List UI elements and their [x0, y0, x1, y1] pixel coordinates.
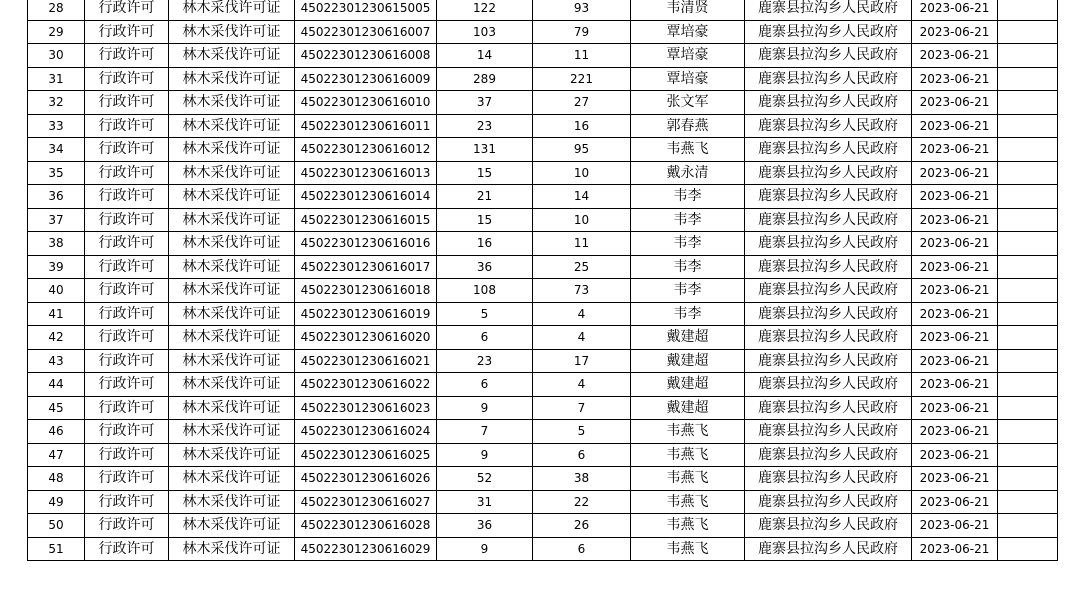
cell-permit-code: 45022301230616009	[295, 67, 437, 91]
cell-category: 行政许可	[85, 44, 169, 68]
cell-authority: 鹿寨县拉沟乡人民政府	[745, 44, 912, 68]
cell-extra	[998, 326, 1058, 350]
cell-category: 行政许可	[85, 467, 169, 491]
cell-holder-name: 韦李	[631, 255, 745, 279]
cell-category: 行政许可	[85, 20, 169, 44]
table-row	[28, 326, 1058, 350]
cell-category: 行政许可	[85, 138, 169, 162]
cell-date: 2023-06-21	[912, 91, 998, 115]
cell-permit-code: 45022301230616014	[295, 185, 437, 209]
cell-authority: 鹿寨县拉沟乡人民政府	[745, 114, 912, 138]
cell-authority: 鹿寨县拉沟乡人民政府	[745, 138, 912, 162]
cell-category: 行政许可	[85, 232, 169, 256]
table-row	[28, 420, 1058, 444]
cell-extra	[998, 44, 1058, 68]
cell-number: 29	[28, 20, 85, 44]
cell-date: 2023-06-21	[912, 232, 998, 256]
cell-permit-code: 45022301230616026	[295, 467, 437, 491]
cell-number: 34	[28, 138, 85, 162]
table-row	[28, 91, 1058, 115]
table-row	[28, 373, 1058, 397]
cell-date: 2023-06-21	[912, 255, 998, 279]
cell-authority: 鹿寨县拉沟乡人民政府	[745, 255, 912, 279]
cell-value-1: 23	[437, 114, 533, 138]
cell-category: 行政许可	[85, 161, 169, 185]
cell-value-1: 6	[437, 373, 533, 397]
cell-category: 行政许可	[85, 0, 169, 20]
cell-permit-type: 林木采伐许可证	[169, 514, 295, 538]
cell-holder-name: 韦燕飞	[631, 420, 745, 444]
cell-extra	[998, 185, 1058, 209]
cell-extra	[998, 349, 1058, 373]
cell-number: 46	[28, 420, 85, 444]
cell-date: 2023-06-21	[912, 349, 998, 373]
cell-extra	[998, 0, 1058, 20]
cell-value-1: 9	[437, 537, 533, 561]
cell-date: 2023-06-21	[912, 420, 998, 444]
cell-date: 2023-06-21	[912, 514, 998, 538]
table-row	[28, 490, 1058, 514]
table-row	[28, 67, 1058, 91]
cell-value-1: 37	[437, 91, 533, 115]
cell-permit-code: 45022301230616008	[295, 44, 437, 68]
cell-authority: 鹿寨县拉沟乡人民政府	[745, 490, 912, 514]
cell-permit-type: 林木采伐许可证	[169, 138, 295, 162]
cell-number: 40	[28, 279, 85, 303]
cell-authority: 鹿寨县拉沟乡人民政府	[745, 91, 912, 115]
table-row	[28, 537, 1058, 561]
cell-number: 45	[28, 396, 85, 420]
cell-value-1: 7	[437, 420, 533, 444]
cell-extra	[998, 67, 1058, 91]
cell-permit-type: 林木采伐许可证	[169, 20, 295, 44]
cell-permit-type: 林木采伐许可证	[169, 208, 295, 232]
cell-authority: 鹿寨县拉沟乡人民政府	[745, 537, 912, 561]
cell-permit-type: 林木采伐许可证	[169, 467, 295, 491]
cell-category: 行政许可	[85, 185, 169, 209]
cell-holder-name: 韦燕飞	[631, 138, 745, 162]
cell-authority: 鹿寨县拉沟乡人民政府	[745, 420, 912, 444]
cell-value-2: 10	[533, 208, 631, 232]
cell-date: 2023-06-21	[912, 20, 998, 44]
cell-number: 39	[28, 255, 85, 279]
cell-date: 2023-06-21	[912, 67, 998, 91]
cell-permit-type: 林木采伐许可证	[169, 279, 295, 303]
cell-authority: 鹿寨县拉沟乡人民政府	[745, 67, 912, 91]
cell-extra	[998, 279, 1058, 303]
cell-value-1: 289	[437, 67, 533, 91]
cell-extra	[998, 20, 1058, 44]
cell-number: 47	[28, 443, 85, 467]
cell-extra	[998, 255, 1058, 279]
cell-number: 41	[28, 302, 85, 326]
table-row	[28, 279, 1058, 303]
cell-holder-name: 韦燕飞	[631, 467, 745, 491]
cell-category: 行政许可	[85, 326, 169, 350]
cell-value-1: 16	[437, 232, 533, 256]
table-row	[28, 443, 1058, 467]
cell-date: 2023-06-21	[912, 161, 998, 185]
cell-extra	[998, 443, 1058, 467]
cell-date: 2023-06-21	[912, 490, 998, 514]
cell-holder-name: 郭春燕	[631, 114, 745, 138]
cell-value-1: 36	[437, 255, 533, 279]
cell-category: 行政许可	[85, 373, 169, 397]
cell-date: 2023-06-21	[912, 373, 998, 397]
cell-authority: 鹿寨县拉沟乡人民政府	[745, 443, 912, 467]
cell-authority: 鹿寨县拉沟乡人民政府	[745, 208, 912, 232]
cell-value-2: 4	[533, 373, 631, 397]
cell-permit-code: 45022301230616029	[295, 537, 437, 561]
cell-date: 2023-06-21	[912, 443, 998, 467]
cell-number: 35	[28, 161, 85, 185]
cell-holder-name: 韦燕飞	[631, 537, 745, 561]
cell-permit-code: 45022301230616025	[295, 443, 437, 467]
cell-permit-type: 林木采伐许可证	[169, 373, 295, 397]
cell-category: 行政许可	[85, 255, 169, 279]
cell-value-2: 38	[533, 467, 631, 491]
cell-extra	[998, 373, 1058, 397]
cell-extra	[998, 208, 1058, 232]
cell-authority: 鹿寨县拉沟乡人民政府	[745, 302, 912, 326]
cell-number: 49	[28, 490, 85, 514]
cell-value-2: 6	[533, 537, 631, 561]
cell-category: 行政许可	[85, 420, 169, 444]
cell-value-1: 9	[437, 396, 533, 420]
cell-value-1: 36	[437, 514, 533, 538]
cell-number: 37	[28, 208, 85, 232]
cell-authority: 鹿寨县拉沟乡人民政府	[745, 467, 912, 491]
cell-extra	[998, 161, 1058, 185]
cell-permit-code: 45022301230616013	[295, 161, 437, 185]
cell-holder-name: 韦李	[631, 279, 745, 303]
cell-holder-name: 韦李	[631, 232, 745, 256]
cell-value-2: 73	[533, 279, 631, 303]
cell-authority: 鹿寨县拉沟乡人民政府	[745, 373, 912, 397]
cell-number: 38	[28, 232, 85, 256]
cell-date: 2023-06-21	[912, 44, 998, 68]
cell-category: 行政许可	[85, 396, 169, 420]
cell-holder-name: 张文军	[631, 91, 745, 115]
cell-number: 51	[28, 537, 85, 561]
cell-permit-type: 林木采伐许可证	[169, 255, 295, 279]
cell-category: 行政许可	[85, 514, 169, 538]
cell-permit-code: 45022301230616018	[295, 279, 437, 303]
cell-number: 43	[28, 349, 85, 373]
cell-value-1: 14	[437, 44, 533, 68]
cell-value-2: 221	[533, 67, 631, 91]
cell-value-1: 5	[437, 302, 533, 326]
cell-value-2: 93	[533, 0, 631, 20]
cell-category: 行政许可	[85, 91, 169, 115]
cell-holder-name: 戴永清	[631, 161, 745, 185]
cell-permit-code: 45022301230616012	[295, 138, 437, 162]
table-row	[28, 255, 1058, 279]
cell-holder-name: 覃培豪	[631, 44, 745, 68]
cell-holder-name: 韦李	[631, 185, 745, 209]
cell-number: 50	[28, 514, 85, 538]
cell-permit-type: 林木采伐许可证	[169, 302, 295, 326]
table-row	[28, 208, 1058, 232]
cell-extra	[998, 302, 1058, 326]
cell-number: 28	[28, 0, 85, 20]
cell-permit-code: 45022301230616021	[295, 349, 437, 373]
cell-category: 行政许可	[85, 349, 169, 373]
cell-extra	[998, 514, 1058, 538]
cell-holder-name: 戴建超	[631, 326, 745, 350]
cell-value-1: 131	[437, 138, 533, 162]
cell-permit-code: 45022301230616027	[295, 490, 437, 514]
cell-category: 行政许可	[85, 537, 169, 561]
cell-value-2: 5	[533, 420, 631, 444]
cell-holder-name: 韦燕飞	[631, 443, 745, 467]
cell-date: 2023-06-21	[912, 396, 998, 420]
cell-extra	[998, 420, 1058, 444]
cell-permit-code: 45022301230616020	[295, 326, 437, 350]
cell-permit-code: 45022301230615005	[295, 0, 437, 20]
cell-category: 行政许可	[85, 67, 169, 91]
cell-value-1: 15	[437, 161, 533, 185]
cell-date: 2023-06-21	[912, 537, 998, 561]
permit-table	[27, 0, 1058, 561]
table-row	[28, 114, 1058, 138]
cell-date: 2023-06-21	[912, 185, 998, 209]
cell-extra	[998, 490, 1058, 514]
cell-value-2: 4	[533, 326, 631, 350]
cell-date: 2023-06-21	[912, 467, 998, 491]
table-row	[28, 232, 1058, 256]
cell-extra	[998, 232, 1058, 256]
cell-value-2: 27	[533, 91, 631, 115]
table-row	[28, 44, 1058, 68]
cell-permit-type: 林木采伐许可证	[169, 349, 295, 373]
cell-permit-type: 林木采伐许可证	[169, 326, 295, 350]
cell-permit-type: 林木采伐许可证	[169, 161, 295, 185]
cell-extra	[998, 114, 1058, 138]
cell-value-2: 11	[533, 232, 631, 256]
cell-permit-type: 林木采伐许可证	[169, 44, 295, 68]
table-row	[28, 396, 1058, 420]
cell-permit-code: 45022301230616017	[295, 255, 437, 279]
cell-permit-type: 林木采伐许可证	[169, 185, 295, 209]
cell-value-2: 25	[533, 255, 631, 279]
cell-value-2: 4	[533, 302, 631, 326]
cell-permit-type: 林木采伐许可证	[169, 420, 295, 444]
cell-holder-name: 韦燕飞	[631, 514, 745, 538]
cell-permit-code: 45022301230616022	[295, 373, 437, 397]
cell-authority: 鹿寨县拉沟乡人民政府	[745, 326, 912, 350]
cell-value-2: 17	[533, 349, 631, 373]
cell-value-1: 103	[437, 20, 533, 44]
cell-value-2: 22	[533, 490, 631, 514]
cell-value-2: 10	[533, 161, 631, 185]
cell-category: 行政许可	[85, 490, 169, 514]
cell-permit-code: 45022301230616007	[295, 20, 437, 44]
cell-authority: 鹿寨县拉沟乡人民政府	[745, 396, 912, 420]
cell-holder-name: 韦燕飞	[631, 490, 745, 514]
cell-permit-type: 林木采伐许可证	[169, 232, 295, 256]
cell-permit-type: 林木采伐许可证	[169, 67, 295, 91]
cell-extra	[998, 138, 1058, 162]
cell-permit-type: 林木采伐许可证	[169, 114, 295, 138]
table-row	[28, 138, 1058, 162]
cell-extra	[998, 396, 1058, 420]
cell-value-2: 6	[533, 443, 631, 467]
cell-holder-name: 戴建超	[631, 349, 745, 373]
cell-permit-code: 45022301230616019	[295, 302, 437, 326]
cell-value-1: 9	[437, 443, 533, 467]
cell-category: 行政许可	[85, 114, 169, 138]
cell-permit-code: 45022301230616010	[295, 91, 437, 115]
cell-value-2: 26	[533, 514, 631, 538]
cell-permit-type: 林木采伐许可证	[169, 91, 295, 115]
cell-permit-code: 45022301230616011	[295, 114, 437, 138]
cell-number: 33	[28, 114, 85, 138]
cell-permit-type: 林木采伐许可证	[169, 443, 295, 467]
cell-value-2: 7	[533, 396, 631, 420]
cell-value-1: 15	[437, 208, 533, 232]
cell-value-1: 23	[437, 349, 533, 373]
cell-permit-code: 45022301230616023	[295, 396, 437, 420]
cell-extra	[998, 91, 1058, 115]
cell-holder-name: 覃培豪	[631, 67, 745, 91]
cell-value-1: 52	[437, 467, 533, 491]
cell-authority: 鹿寨县拉沟乡人民政府	[745, 0, 912, 20]
cell-holder-name: 韦清贤	[631, 0, 745, 20]
cell-number: 36	[28, 185, 85, 209]
table-row	[28, 514, 1058, 538]
cell-value-1: 6	[437, 326, 533, 350]
cell-value-1: 122	[437, 0, 533, 20]
cell-extra	[998, 537, 1058, 561]
cell-value-2: 79	[533, 20, 631, 44]
cell-date: 2023-06-21	[912, 208, 998, 232]
cell-date: 2023-06-21	[912, 0, 998, 20]
cell-permit-type: 林木采伐许可证	[169, 396, 295, 420]
table-row	[28, 302, 1058, 326]
cell-value-2: 95	[533, 138, 631, 162]
cell-permit-type: 林木采伐许可证	[169, 537, 295, 561]
cell-permit-code: 45022301230616016	[295, 232, 437, 256]
cell-value-1: 21	[437, 185, 533, 209]
cell-value-1: 31	[437, 490, 533, 514]
cell-holder-name: 戴建超	[631, 396, 745, 420]
table-row	[28, 349, 1058, 373]
cell-permit-type: 林木采伐许可证	[169, 0, 295, 20]
cell-date: 2023-06-21	[912, 326, 998, 350]
cell-value-2: 14	[533, 185, 631, 209]
cell-number: 48	[28, 467, 85, 491]
cell-category: 行政许可	[85, 208, 169, 232]
cell-permit-code: 45022301230616028	[295, 514, 437, 538]
cell-authority: 鹿寨县拉沟乡人民政府	[745, 349, 912, 373]
table-row	[28, 161, 1058, 185]
cell-holder-name: 覃培豪	[631, 20, 745, 44]
table-row	[28, 20, 1058, 44]
cell-holder-name: 戴建超	[631, 373, 745, 397]
cell-value-2: 16	[533, 114, 631, 138]
cell-holder-name: 韦李	[631, 208, 745, 232]
cell-permit-type: 林木采伐许可证	[169, 490, 295, 514]
table-row	[28, 185, 1058, 209]
cell-category: 行政许可	[85, 302, 169, 326]
cell-value-2: 11	[533, 44, 631, 68]
cell-number: 42	[28, 326, 85, 350]
cell-extra	[998, 467, 1058, 491]
cell-holder-name: 韦李	[631, 302, 745, 326]
cell-permit-code: 45022301230616015	[295, 208, 437, 232]
cell-date: 2023-06-21	[912, 138, 998, 162]
cell-category: 行政许可	[85, 443, 169, 467]
cell-date: 2023-06-21	[912, 114, 998, 138]
table-row	[28, 0, 1058, 20]
table-row	[28, 467, 1058, 491]
cell-number: 44	[28, 373, 85, 397]
cell-authority: 鹿寨县拉沟乡人民政府	[745, 161, 912, 185]
cell-number: 32	[28, 91, 85, 115]
cell-authority: 鹿寨县拉沟乡人民政府	[745, 20, 912, 44]
cell-authority: 鹿寨县拉沟乡人民政府	[745, 279, 912, 303]
cell-permit-code: 45022301230616024	[295, 420, 437, 444]
cell-number: 31	[28, 67, 85, 91]
cell-category: 行政许可	[85, 279, 169, 303]
table-body	[28, 0, 1058, 561]
cell-authority: 鹿寨县拉沟乡人民政府	[745, 232, 912, 256]
cell-number: 30	[28, 44, 85, 68]
cell-date: 2023-06-21	[912, 279, 998, 303]
cell-authority: 鹿寨县拉沟乡人民政府	[745, 514, 912, 538]
cell-value-1: 108	[437, 279, 533, 303]
cell-authority: 鹿寨县拉沟乡人民政府	[745, 185, 912, 209]
cell-date: 2023-06-21	[912, 302, 998, 326]
